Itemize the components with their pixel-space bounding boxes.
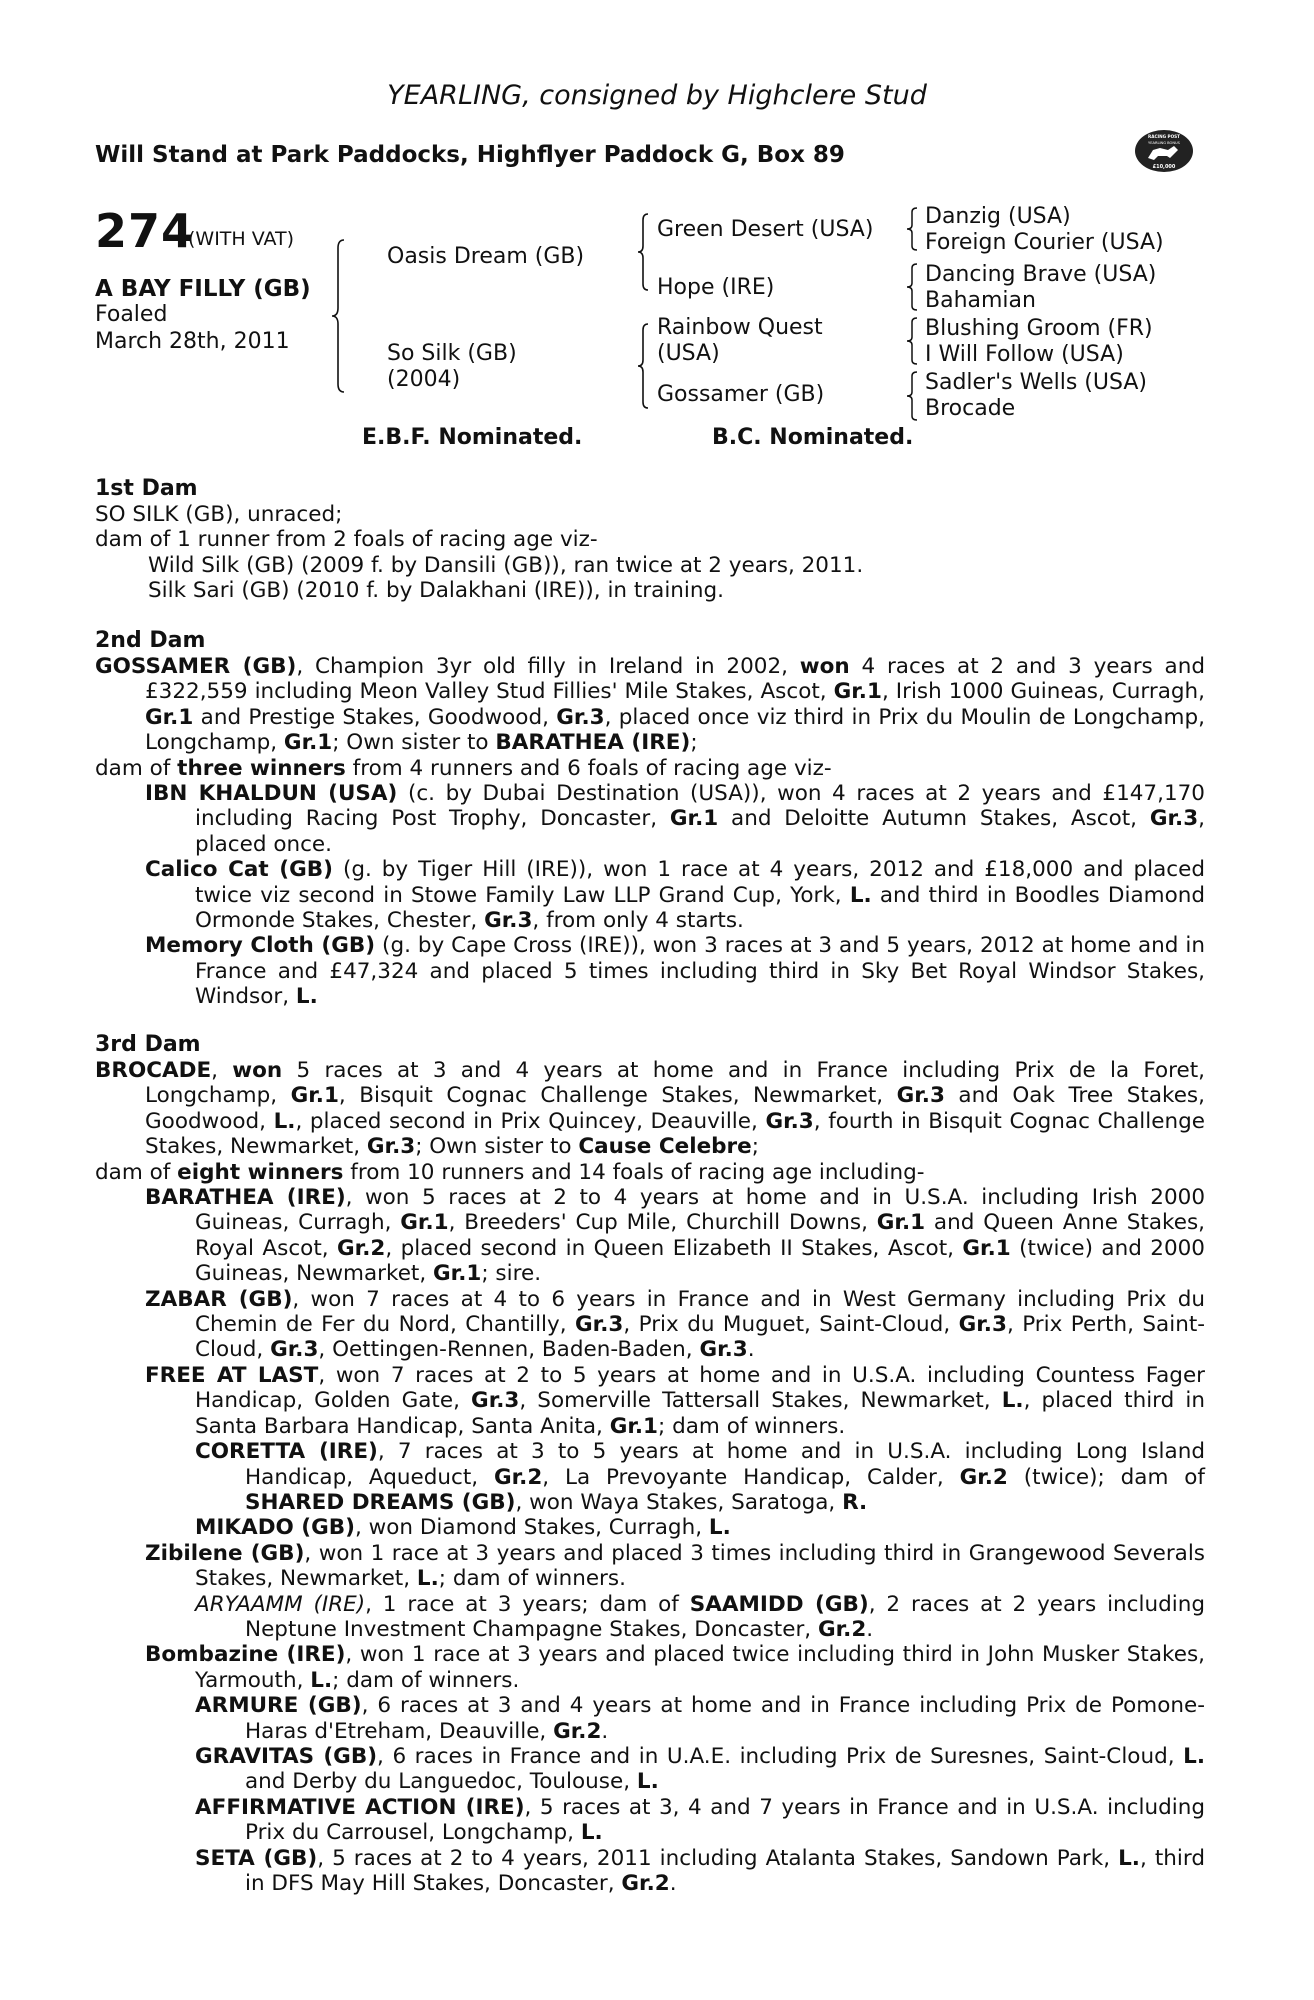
dam-dam: Gossamer (GB) (657, 382, 825, 407)
third-dam-text (95, 1058, 1205, 1896)
sire-sire: Green Desert (USA) (657, 217, 874, 242)
first-dam-title: 1st Dam (95, 476, 198, 501)
g2: Foreign Courier (USA) (925, 230, 1164, 255)
pedigree-brace-dam (636, 322, 650, 410)
sire-dam: Hope (IRE) (657, 275, 775, 300)
aryaamm-entry: ARYAAMM (IRE), 1 race at 3 years; dam of SAAMIDD (GB), 2 races at 2 years including Neptune Investment Champagne Stakes, Doncaster, Gr.2. (195, 1591, 1205, 1642)
g4: Bahamian (925, 288, 1036, 313)
dam-line2: (2004) (387, 367, 461, 392)
zibilene-entry: Zibilene (GB), won 1 race at 3 years and placed 3 times including third in Grangewood Severals Stakes, Newmarket, L.; dam of winners. (145, 1540, 1206, 1592)
stand-location: Will Stand at Park Paddocks, Highflyer Paddock G, Box 89 (95, 142, 845, 168)
g5: Blushing Groom (FR) (925, 316, 1153, 341)
dam-line1: So Silk (GB) (387, 341, 517, 366)
mikado-entry: MIKADO (GB), won Diamond Stakes, Curragh, L. (195, 1515, 731, 1541)
first-dam-line: SO SILK (GB), unraced; (95, 502, 343, 527)
g8: Brocade (925, 396, 1016, 421)
lot-number: 274 (95, 204, 195, 258)
g1: Danzig (USA) (925, 204, 1071, 229)
sire: Oasis Dream (GB) (387, 244, 585, 269)
g3: Dancing Brave (USA) (925, 262, 1157, 287)
pedigree-brace-sire (636, 212, 650, 292)
second-dam-text (95, 654, 1205, 1010)
page-title: YEARLING, consigned by Highclere Stud (387, 80, 927, 111)
bombazine-entry: Bombazine (IRE), won 1 race at 3 years and placed twice including third in John Musker Stakes, Yarmouth, L.; dam of winners. (145, 1642, 1205, 1693)
dam-sire-line2: (USA) (657, 341, 720, 366)
first-dam-text (95, 502, 1205, 604)
dam-sire-line1: Rainbow Quest (657, 315, 823, 340)
pedigree-brace-g2 (905, 262, 919, 312)
logo-text-bottom: £10,000 (1152, 164, 1176, 170)
gravitas-entry: GRAVITAS (GB), 6 races in France and in U.A.E. including Prix de Suresnes, Saint-Cloud, L. and Derby du Languedoc, Toulouse, L. (195, 1743, 1205, 1795)
pedigree-brace-g1 (905, 206, 919, 252)
bc-nominated: B.C. Nominated. (712, 425, 914, 450)
logo-text-top: RACING POST (1148, 134, 1180, 139)
ebf-nominated: E.B.F. Nominated. (362, 425, 583, 450)
free-at-last-entry: FREE AT LAST, won 7 races at 2 to 5 years at home and in U.S.A. including Countess Fager Handicap, Golden Gate, Gr.3, Somerville Tattersall Stakes, Newmarket, L., placed third in Santa Barbara Handicap, Santa Anita, Gr.1; dam of winners. (145, 1362, 1206, 1439)
calico-cat-entry: Calico Cat (GB) (g. by Tiger Hill (IRE)), won 1 race at 4 years, 2012 and £18,000 and placed twice viz second in Stowe Family Law LLP Grand Cup, York, L. and third in Boodles Diamond Ormonde Stakes, Chester, Gr.3, from only 4 starts. (145, 857, 1205, 934)
dam-of-line: dam of eight winners from 10 runners and 14 foals of racing age including- (95, 1159, 925, 1185)
second-dam-title: 2nd Dam (95, 628, 206, 653)
third-dam-title: 3rd Dam (95, 1032, 201, 1057)
zabar-entry: ZABAR (GB), won 7 races at 4 to 6 years in France and in West Germany including Prix du Chemin de Fer du Nord, Chantilly, Gr.3, Prix du Muguet, Saint-Cloud, Gr.3, Prix Perth, Saint-Cloud, Gr.3, Oettingen-Rennen, Baden-Baden, Gr.3. (145, 1286, 1206, 1363)
vat-label: (WITH VAT) (188, 228, 295, 250)
pedigree-brace-g3 (905, 316, 919, 366)
armure-entry: ARMURE (GB), 6 races at 3 and 4 years at home and in France including Prix de Pomone- Haras d'Etreham, Deauville, Gr.2. (195, 1693, 1206, 1744)
brocade-entry: BROCADE, won 5 races at 3 and 4 years at home and in France including Prix de la Foret, Longchamp, Gr.1, Bisquit Cognac Challenge Stakes, Newmarket, Gr.3 and Oak Tree Stakes, Goodwood, L., placed second in Prix Quincey, Deauville, Gr.3, fourth in Bisquit Cognac Challenge Stakes, Newmarket, Gr.3; Own sister to Cause Celebre; (95, 1058, 1206, 1160)
affirmative-action-entry: AFFIRMATIVE ACTION (IRE), 5 races at 3, 4 and 7 years in France and in U.S.A. including Prix du Carrousel, Longchamp, L. (195, 1794, 1205, 1846)
pedigree-brace-main (330, 238, 346, 394)
first-dam-foal: Silk Sari (GB) (2010 f. by Dalakhani (IRE)), in training. (148, 578, 725, 604)
ibn-khaldun-entry: IBN KHALDUN (USA) (c. by Dubai Destination (USA)), won 4 races at 2 years and £147,170 including Racing Post Trophy, Doncaster, Gr.1 and Deloitte Autumn Stakes, Ascot, Gr.3, placed once. (145, 781, 1205, 857)
g6: I Will Follow (USA) (925, 342, 1124, 367)
g7: Sadler's Wells (USA) (925, 370, 1147, 395)
dam-of-line: dam of three winners from 4 runners and 6 foals of racing age viz- (95, 755, 832, 781)
gossamer-entry: GOSSAMER (GB), Champion 3yr old filly in Ireland in 2002, won 4 races at 2 and 3 years and £322,559 including Meon Valley Stud Fillies' Mile Stakes, Ascot, Gr.1, Irish 1000 Guineas, Curragh, Gr.1 and Prestige Stakes, Goodwood, Gr.3, placed once viz third in Prix du Moulin de Longchamp, Longchamp, Gr.1; Own sister to BARATHEA (IRE); (95, 654, 1206, 756)
seta-entry: SETA (GB), 5 races at 2 to 4 years, 2011 including Atalanta Stakes, Sandown Park, L., third in DFS May Hill Stakes, Doncaster, Gr.2. (195, 1845, 1205, 1896)
racing-post-logo (1134, 128, 1194, 174)
coretta-entry: CORETTA (IRE), 7 races at 3 to 5 years at home and in U.S.A. including Long Island Handicap, Aqueduct, Gr.2, La Prevoyante Handicap, Calder, Gr.2 (twice); dam of SHARED DREAMS (GB), won Waya Stakes, Saratoga, R. (195, 1439, 1205, 1515)
horse-name: GOSSAMER (GB) (95, 654, 297, 679)
foaled-date: March 28th, 2011 (95, 329, 290, 354)
pedigree-brace-g4 (905, 370, 919, 422)
barathea-entry: BARATHEA (IRE), won 5 races at 2 to 4 years at home and in U.S.A. including Irish 2000 Guineas, Curragh, Gr.1, Breeders' Cup Mile, Churchill Downs, Gr.1 and Queen Anne Stakes, Royal Ascot, Gr.2, placed second in Queen Elizabeth II Stakes, Ascot, Gr.1 (twice) and 2000 Guineas, Newmarket, Gr.1; sire. (145, 1185, 1206, 1287)
first-dam-foal: Wild Silk (GB) (2009 f. by Dansili (GB)), ran twice at 2 years, 2011. (148, 552, 864, 578)
first-dam-line: dam of 1 runner from 2 foals of racing age viz- (95, 527, 598, 553)
memory-cloth-entry: Memory Cloth (GB) (g. by Cape Cross (IRE)), won 3 races at 3 and 5 years, 2012 at home and in France and £47,324 and placed 5 times including third in Sky Bet Royal Windsor Stakes, Windsor, L. (145, 933, 1205, 1010)
foaled-label: Foaled (95, 302, 168, 327)
horse-description: A BAY FILLY (GB) (95, 276, 311, 302)
logo-text-mid: YEARLING BONUS (1148, 141, 1180, 145)
